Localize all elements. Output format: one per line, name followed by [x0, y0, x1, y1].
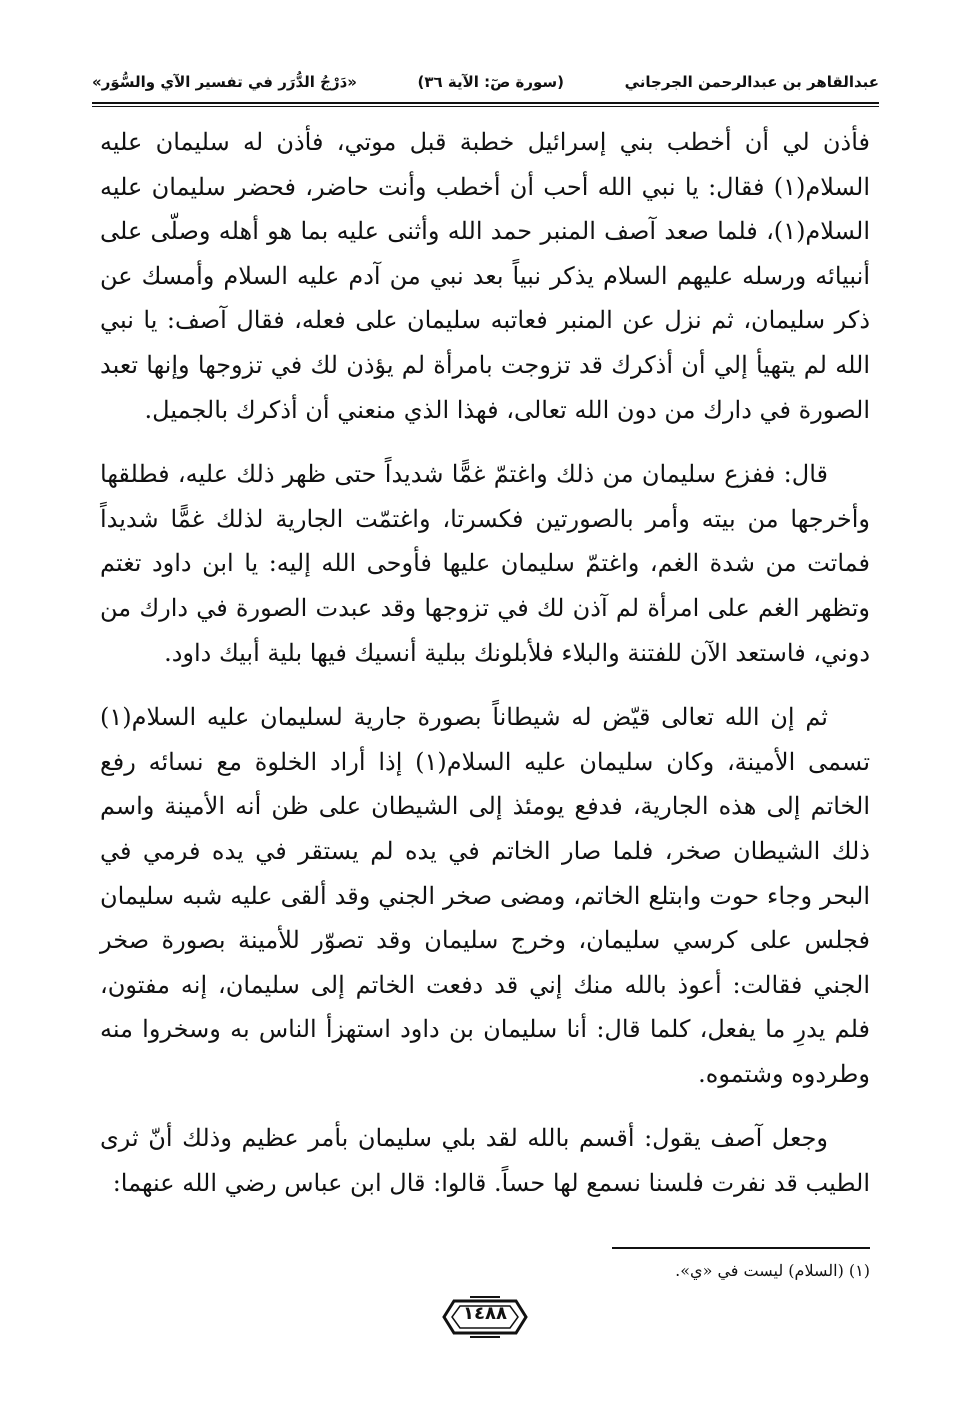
header-rule: [92, 102, 879, 104]
footnote-rule: [612, 1247, 870, 1249]
surah-reference: (سورة صٓ: الآية ٣٦): [417, 73, 565, 91]
running-header: [92, 62, 879, 102]
book-title: «دَرْجُ الدُّرَر في تفسير الآي والسُّوَر»: [92, 73, 357, 91]
paragraph-1: فأذن لي أن أخطب بني إسرائيل خطبة قبل موتي، فأذن له سليمان عليه السلام(١) فقال: يا نبي الله أحب أن أخطب وأنت حاضر، فحضر سليمان عليه السلام(١)، فلما صعد آصف المنبر حمد الله وأثنى عليه بما هو أهله وصلّى على أنبيائه ورسله عليهم السلام يذكر نبياً بعد نبي من آدم عليه السلام وأمسك عن ذكر سليمان، ثم نزل عن المنبر فعاتبه سليمان على فعله، فقال آصف: يا نبي الله لم يتهيأ إلي أن أذكرك قد تزوجت بامرأة لم يؤذن لك في تزوجها وإنها تعبد الصورة في دارك من دون الله تعالى، فهذا الذي منعني أن أذكرك بالجميل.: [100, 128, 871, 424]
paragraph-2: قال: ففزع سليمان من ذلك واغتمّ غمًّا شديداً حتى ظهر ذلك عليه، فطلقها وأخرجها من بيته وأمر بالصورتين فكسرتا، واغتمّت الجارية لذلك غمًّا شديداً فماتت من شدة الغم، واغتمّ سليمان عليها فأوحى الله إليه: يا ابن داود تغتم وتظهر الغم على امرأة لم آذن لك في تزوجها وقد عبدت الصورة في دارك من دوني، فاستعد الآن للفتنة والبلاء فلأبلونك ببلية أنسيك فيها بلية أبيك داود.: [100, 460, 870, 667]
author-name: عبدالقاهر بن عبدالرحمن الجرجاني: [624, 73, 879, 91]
paragraph-4: وجعل آصف يقول: أقسم بالله لقد بلي سليمان بأمر عظيم وذلك أنّ ثرى الطيب قد نفرت فلسنا نسمع لها حساً. قالوا: قال ابن عباس رضي الله عنهما:: [100, 1124, 870, 1198]
page-number-ornament: [440, 1293, 530, 1341]
footnote: (١) (السلام) ليست في «ي».: [675, 1261, 870, 1280]
header-rule-thin: [92, 106, 879, 107]
page-number: ١٤٨٨: [463, 1303, 507, 1324]
paragraph-3: ثم إن الله تعالى قيّض له شيطاناً بصورة جارية لسليمان عليه السلام(١) تسمى الأمينة، وكان سليمان عليه السلام(١) إذا أراد الخلوة مع نسائه رفع الخاتم إلى هذه الجارية، فدفع يومئذ إلى الشيطان على ظن أنه الأمينة واسم ذلك الشيطان صخر، فلما صار الخاتم في يده لم يستقر في يده فرمي في البحر وجاء حوت وابتلع الخاتم، ومضى صخر الجني وقد ألقى عليه شبه سليمان فجلس على كرسي سليمان، وخرج سليمان وقد تصوّر للأمينة بصورة صخر الجني فقالت: أعوذ بالله منك إني قد دفعت الخاتم إلى سليمان، إنه مفتون، فلم يدرِ ما يفعل، كلما قال: أنا سليمان بن داود استهزأ الناس به وسخروا منه وطردوه وشتموه.: [100, 703, 871, 1088]
main-text: [100, 120, 870, 1230]
